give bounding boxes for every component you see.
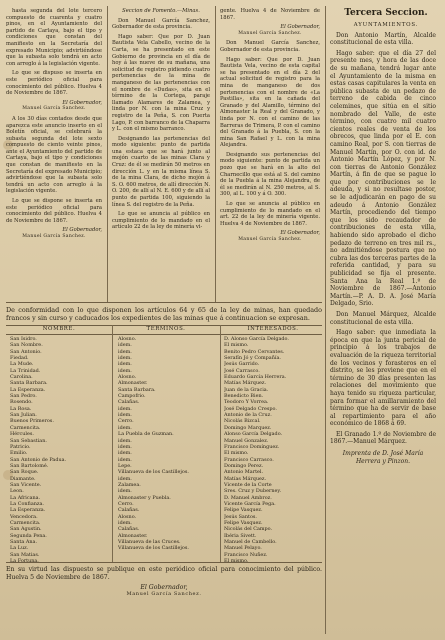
column-4 [330,8,436,628]
table-cell: Sres. Cruz y Duberney. [224,488,282,495]
table-cell: Almonaster. [118,380,148,387]
table-cell: Buenos Primeros. [10,418,54,425]
table-cell: Manuel de Cambello. [224,539,277,545]
table-cell: Alonso García Delgado. [224,431,283,438]
table-cell: Fiedad. [10,355,29,362]
signature-title: El Gobernador, [62,227,102,234]
table-cell: idem. [118,412,132,419]
table-cell: Villanueva de los Castillejos. [118,469,189,476]
table-cell: Carmencita. [10,519,41,526]
table-cell: San Agustin. [10,526,42,533]
signature-name: Manuel García Sanchez. [238,30,302,36]
paragraph: Designando sus pertenencias del modo siguiente: punto de partida un pozo que se hará en la alto del Charnecillo que está al S. del camino de la Puebla á la mina Alejandra, de él se medirán al N. 250 metros, al S. 300, al L. 100 y á O. 300. [220,151,320,198]
table-cell: idem. [118,405,132,412]
table-cell: Hércules. [10,431,34,438]
paragraph: Lo que se dispuso se inserta en este periódico oficial para conocimiento del público. Huelva 4 de Noviembre de 1867. [6,70,102,97]
paragraph: El Granado 1.º de Noviembre de 1867.—Manuel Márquez. [330,430,436,446]
table-cell: Rosendo. [10,399,33,406]
column-rule [107,6,108,302]
table-cell: Emilio. [10,450,28,457]
section-title: Tercera Seccion. [344,8,428,18]
table-cell: Santa Barbara. [10,380,48,387]
table-cell: Vicente García Pega. [224,500,276,507]
table-cell: idem. [118,450,132,457]
table-cell: Teodoro Y Vorrea. [224,399,269,406]
paragraph: Hago saber: Que por D. Juan Bautista Vela, vecino de esta capital se ha presentado en el día 2 del actual solicitud de registro para la mina de manganeso de dos pertenencias con el nombre de «La Pastilla», sita en la cañada del Granado y del Alamillo, término del Almonaster la Real y del Granado, y linda por N. con el camino de las Barreras de Trimera, P. con el camino del Granado á la Puebla, S. con la mina San Rafael y L. con la mina Alejandra. [220,56,320,149]
signature-name: Manuel García Sanchez. [238,237,302,242]
table-cell: La Africana. [10,494,41,501]
table-header-terminos: TERMINOS. [146,326,186,332]
table-cell: Serafín Jó y Compañía. [224,355,281,362]
table-cell: Almonaster y Puebla. [118,494,171,501]
signature-name: Manuel García Sanchez. [22,106,86,112]
table-cell: idem. [118,355,132,362]
table-cell: Antonio Martel. [224,469,264,476]
table-cell: Domingo Perez. [224,462,264,469]
table-cell: Carolina. [10,374,33,381]
table-cell: La Mude. [10,361,34,368]
table-header-interesados: INTERESADOS. [247,326,299,332]
table-cell: Francisco Nuñez. [224,551,268,558]
table-cell: Matías Márquez. [224,380,267,387]
table-cell: San Antonio. [10,348,42,355]
table-cell: Vencedora. [10,513,38,520]
table-cell: Jesús Garrido. [224,361,260,368]
paragraph: Don Manuel García Sanchez, Gobernador de esta provincia. [220,40,320,53]
table-cell: Santa Ana. [10,539,38,545]
table-cell: Nicolás del Campo. [224,526,273,533]
table-cell: Juan de la Gracia. [224,386,269,393]
footer [6,566,322,599]
table-cell: D. Manuel Ambroz. [224,494,272,501]
table-cell: Cerro. [118,500,134,507]
paragraph: gente. Huelva 4 de Noviembre de 1867. [220,8,320,21]
table-cell: Nicolás Bizcal. [224,418,261,425]
table-cell: Francisco Carrasco. [224,456,274,463]
table-cell: Ibéria Sivett. [224,532,257,539]
table-cell: San Vicente. [10,481,42,488]
table-cell: Alosno. [118,336,137,342]
table-cell: Benito Pedro Cervantes. [224,348,285,355]
table-cell: idem. [118,348,132,355]
paragraph: Hago saber: que inmediata la época en que la junta pericial de principio á los trabajos de evaluación de la riqueza territorial de los vecinos y forasteros en el distrito, se les previene que en el término de 30 días presenten las relaciones del movimiento que haya tenido su riqueza particular, para formar el amillaramiento del término que ha de servir de base al repartimiento para el año económico de 1868 á 69. [330,329,436,428]
table-cell: San Pedro. [10,393,37,400]
signature-title: El Gobernador, [62,99,102,106]
table-cell: Francisco Domínguez. [224,443,280,450]
table-cell: La Confianza. [10,500,44,507]
table-cell: La Trinidad. [10,367,41,374]
mines-table [6,326,322,565]
table-cell: Calañas. [118,526,140,533]
table-cell: D. Alonso García Delgado. [224,336,289,342]
table-cell: Campofrio. [118,393,146,400]
table-cell: Jesús Santos. [224,513,257,520]
table-cell: Benedicto Bien. [224,393,264,400]
table-column-interesados [224,336,322,564]
table-cell: Villanueva de las Cruces. [118,539,181,545]
footer-text: En su virtud las dispuesto se publique en este periódico oficial para conocimiento del público. Huelva 5 de Noviembre de 1867. [6,566,322,581]
table-cell: Manuel Gonzalez. [224,437,269,444]
table-cell: San Bartolomé. [10,462,49,469]
table-cell: La Fortuna. [10,558,39,565]
table-cell: Leon. [10,488,24,495]
section-subtitle: AYUNTAMIENTOS. [353,22,419,28]
table-cell: Santa Barbara. [118,386,156,393]
table-cell: Vicente de la Corte [224,481,272,488]
table-cell: Calañas. [118,507,140,514]
paragraph: A los 30 días contados desde que aparezca este anuncio inserto en el Boletín oficial, se celebrará la subasta segunda del lote sexto compuesto de ciento veinte pinos, ante el Ayuntamiento del partido de Cartaya, bajo el tipo y condiciones que constan de manifiesto en la Secretaría del expresado Municipio; advirtiéndose que la subasta solo tendrá un acto con arreglo á la legislación vigente. [6,115,102,195]
column-2 [112,8,210,308]
table-cell: Villanueva de los Castillejos. [118,545,189,552]
table-cell: El mismo. [224,558,249,565]
section-heading: Seccion de Fomento.—Minas. [122,8,200,14]
table-cell: idem. [118,367,132,374]
table-cell: idem. [118,424,132,431]
table-cell: El mismo. [224,450,249,457]
table-cell: Carmencita. [10,424,41,431]
table-cell: Felipe Vasquez. [224,519,263,526]
table-cell: Eduardo García Herrera. [224,374,287,381]
table-cell: Alosno. [118,513,137,520]
table-column-nombres [10,336,108,564]
declaration-paragraph: De conformidad con lo que disponen los artículos 64 y 65 de la ley de minas, han quedado francos y sin curso y caducados los expedientes de las minas que á continuacion se expresan. [6,306,322,322]
table-cell: San Sebastian. [10,437,47,444]
table-cell: idem. [118,475,132,482]
paragraph: Hago saber: Que por D. Juan Bautista Vela Cabello, vecino de la Carta, se ha presentado en este Gobierno de provincia en el día de hoy á las nueve de su mañana, una solicitud de registro pidiendo cuatro pertenencias de la mina de manganeso de las pertenencias con el nombre de «Dudas», sita en el término de la Cortega, paraje llamado Alamares de Zalamea, y linda por N. con la mina Cruz y registro de la Peña, S. con Puerta Lago, P. con barranco de la Chaparra y L. con el mismo barranco. [112,33,210,133]
table-cell: Alosno. [118,374,137,381]
signature-name: Manuel García Sanchez. [126,591,202,598]
paragraph: Don Manuel García Sanchez, Gobernador de esta provincia. [112,17,210,31]
table-cell: Almonaster. [118,532,148,539]
signature-title: El Gobernador, [280,230,320,237]
table-cell: idem. [118,456,132,463]
paragraph: Lo que se dispone se inserta en este periódico oficial para conocimiento del público. Huelva 4 de Noviembre de 1867. [6,198,102,224]
column-1 [6,8,102,308]
column-rule [325,6,326,634]
table-cell: Segunda Pena. [10,532,47,539]
table-cell: La Luz. [10,545,29,552]
table-cell: idem. [118,342,132,349]
table-cell: La Esperanza. [10,507,46,514]
imprint: Imprenta de D. José María Herrera y Pinzon. [342,450,424,465]
table-cell: San Matias. [10,551,40,558]
table-cell: Domingo Marquez. [224,424,272,431]
paragraph: hasta segunda del lote tercero compuesto de cuarenta y cuatro pinos, en el Ayuntamiento del partido de Carlaya, bajo el tipo y condiciones que constan del manifiesto en la Secretaría del expresado Municipio; advirtiéndose que la subasta solo tendrá en acto con arreglo á la legislación vigente. [6,8,102,67]
table-cell: El mismo. [224,342,249,349]
table-cell: Cerro. [118,418,134,425]
table-cell: San Isidro. [10,336,37,342]
table-cell: Felipe Vasquez. [224,507,263,514]
table-cell: idem. [118,437,132,444]
table-cell: San Julian. [10,412,37,419]
table-cell: José Delgado Crespo. [224,405,277,412]
column-3 [220,8,320,308]
paragraph: Designando las pertenencias del modo siguiente: punto de partida una estaca que se hará junto al mojón cuarto de las minas Clara y Cruz: de él se medirán 50 metros en dirección L. y en la misma línea S. de la mina Clara, de dicho mojón á S. O. 600 metros, de allí dirección N. O. 200, de allí al N. E. 600 y de allí al punto de partida 100, siguiendo la línea S. del registro de la Peña. [112,135,210,208]
table-cell: Patricio. [10,443,31,450]
table-cell: La Esperanza. [10,386,46,393]
table-cell: La Puebla de Guzman. [118,431,174,438]
table-cell: Antonio de la Cruz. [224,412,272,419]
table-cell: idem. [118,519,132,526]
table-cell: San Roque. [10,469,39,476]
table-column-terminos [118,336,214,552]
table-cell: Diamante. [10,475,36,482]
signature-title: El Gobernador, [140,583,188,591]
paragraph: Hago saber: que el día 27 del presente mes, y hora de las doce de su mañana, tendrá lugar ante el Ayuntamiento de la misma en estas casas capitulares la venta en pública subasta de un pedazo de terreno de cabida de cinco celemines, que sitúa en el sitio nombrado del Valle, de este término, con cuatro mil cuatro cientos reales de venta de los obrecos, que linda por el E. con camino Real, por S. con tierras de Manuel Martín, por O. con id. de Antonio Martín López, y por N. con tierras de Antonio González Martín, á fin de que se pague lo que por contribuciones se le adeuda, y si no resultase postor, se le adjudicarán en pago de su adeudo á Antonio González Martín, procediendo del tiempo que los sido recaudador de contribuciones de esta villa, habiendo sido aprobado el dicho pedazo de terreno en tres mil rs., no admitiéndose postura que no cubra las dos terceras partes de la referida cantidad, y para su publicidad se fija el presente. Santa Ana la Real 1.º de Noviembre de 1867.—Antonio Martín.—P. A. D. A. José María Delgado, Srio. [330,49,436,308]
table-cell: Lepe. [118,462,132,469]
table-cell: idem. [118,361,132,368]
column-rule [215,6,216,302]
table-cell: José Carrasco. [224,367,260,374]
table-cell: La Rosa. [10,405,32,412]
table-cell: Manuel Pelayo. [224,545,262,552]
table-header-nombre: NOMBRE. [42,326,76,332]
table-cell: idem. [118,443,132,450]
table-cell: San Antonio de Padua. [10,456,67,463]
signature-name: Manuel García Sanchez. [22,234,86,239]
paragraph: Lo que se anuncia al público en cumplimiento de lo mandado en el artículo 22 de la ley de minería vi- [112,211,210,231]
table-cell: Matías Márquez. [224,475,267,482]
paragraph: Don Manuel Márquez, Alcalde constitucional de esta villa. [330,310,436,326]
table-cell: San Nombre. [10,342,43,349]
signature-title: El Gobernador, [280,24,320,31]
paragraph: Lo que se anuncia al público en cumplimiento de lo mandado en el art. 22 de la ley de minería vigente. Huelva 4 de Noviembre de 1867. [220,201,320,227]
table-cell: idem. [118,488,132,495]
paragraph: Don Antonio Martín, Alcalde constitucional de esta villa. [330,31,436,47]
table-cell: Calañas. [118,399,140,406]
table-cell: Zalamea. [118,481,141,488]
